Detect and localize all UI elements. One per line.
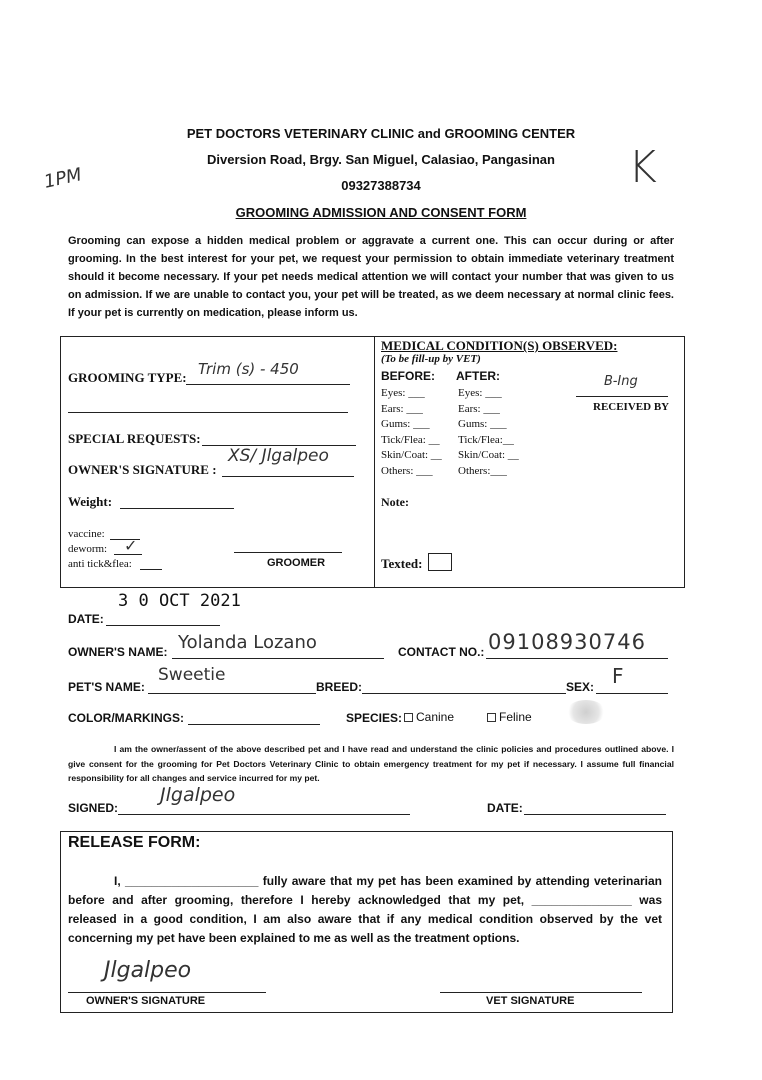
clinic-phone: 09327388734: [341, 178, 421, 193]
pet-name-value[interactable]: Sweetie: [158, 665, 226, 685]
color-label: COLOR/MARKINGS:: [68, 711, 184, 725]
groomer-label: GROOMER: [267, 557, 326, 569]
pet-name-line: [148, 693, 316, 694]
breed-line[interactable]: [362, 693, 566, 694]
vaccine-label: vaccine:: [68, 528, 105, 540]
clinic-address: Diversion Road, Brgy. San Miguel, Calasiao, Pangasinan: [207, 152, 555, 167]
received-by-label: RECEIVED BY: [593, 401, 670, 413]
feline-option[interactable]: [487, 710, 532, 724]
box-divider: [374, 337, 375, 587]
texted-checkbox[interactable]: [428, 553, 452, 571]
before-list: [381, 386, 442, 480]
canine-checkbox[interactable]: [404, 713, 413, 722]
color-line[interactable]: [188, 724, 320, 725]
anti-tick-label: anti tick&flea:: [68, 558, 132, 570]
owner-signature-label: OWNER'S SIGNATURE :: [68, 462, 217, 477]
clinic-name: PET DOCTORS VETERINARY CLINIC and GROOMING CENTER: [186, 126, 576, 141]
date-label: DATE:: [68, 612, 104, 626]
owner-name-line: [172, 658, 384, 659]
before-item[interactable]: Gums: ___: [381, 418, 430, 431]
contact-value[interactable]: 09108930746: [488, 630, 646, 654]
release-owner-signature-value[interactable]: Jlgalpeo: [104, 958, 192, 983]
deworm-label: deworm:: [68, 543, 108, 555]
species-label: SPECIES:: [346, 711, 403, 725]
consent-paragraph: I am the owner/assent of the above described pet and I have read and understand the clinic policies and procedures outlined above. I give consent for the grooming for Pet Doctors Veterinary Clinic to obtain emergency treatment for my pet if necessary. I assume full financial responsibility for all changes and service incurred for my pet.: [68, 744, 674, 783]
date-value[interactable]: 3 0 OCT 2021: [118, 591, 241, 611]
after-item[interactable]: Skin/Coat: __: [458, 449, 519, 462]
sex-value[interactable]: F: [612, 664, 624, 688]
anti-tick-line[interactable]: [140, 569, 162, 570]
grooming-type-value[interactable]: Trim (s) - 450: [198, 360, 299, 378]
sex-line: [596, 693, 668, 694]
signed-date-line[interactable]: [524, 814, 666, 815]
grooming-type-label: GROOMING TYPE:: [68, 370, 187, 385]
release-owner-signature-label: OWNER'S SIGNATURE: [86, 995, 206, 1007]
after-list: [458, 386, 519, 480]
vet-signature-line[interactable]: [440, 992, 642, 993]
before-item[interactable]: Ears: ___: [381, 402, 423, 415]
contact-label: CONTACT NO.:: [398, 645, 485, 659]
before-label: BEFORE:: [381, 369, 435, 383]
margin-note-right: K: [628, 142, 657, 193]
canine-option[interactable]: [404, 710, 454, 724]
owner-signature-value[interactable]: XS/ Jlgalpeo: [228, 446, 329, 466]
weight-line[interactable]: [120, 508, 234, 509]
release-owner-signature-line: [68, 992, 266, 993]
signed-value[interactable]: Jlgalpeo: [160, 784, 236, 806]
owner-name-label: OWNER'S NAME:: [68, 645, 168, 659]
vet-signature-label: VET SIGNATURE: [486, 995, 575, 1007]
after-item[interactable]: Gums: ___: [458, 418, 507, 431]
date-line: [106, 625, 220, 626]
after-item[interactable]: Tick/Flea:__: [458, 433, 514, 446]
contact-line: [486, 658, 668, 659]
note-label: Note:: [381, 495, 409, 509]
form-title: GROOMING ADMISSION AND CONSENT FORM: [235, 205, 527, 220]
owner-signature-line: [222, 476, 354, 477]
release-paragraph: I, ____________________ fully aware that my pet has been examined by attending veterinarian before and after grooming, therefore I hereby acknowledged that my pet, _______________ was released in a good condition, I am also aware that if any medical condition observed by the vet concerning my pet have been explained to me as well as the treatment options.: [68, 874, 662, 945]
weight-label: Weight:: [68, 494, 113, 509]
signed-date-label: DATE:: [487, 801, 523, 815]
signed-line: [118, 814, 410, 815]
after-label: AFTER:: [456, 369, 500, 383]
deworm-check-mark[interactable]: ✓: [124, 536, 138, 555]
before-item[interactable]: Eyes: ___: [381, 387, 425, 399]
special-requests-label: SPECIAL REQUESTS:: [68, 431, 201, 446]
owner-name-value[interactable]: Yolanda Lozano: [178, 632, 317, 653]
texted-label: Texted:: [381, 556, 423, 571]
received-by-value[interactable]: B-Ing: [604, 374, 638, 389]
intro-paragraph: Grooming can expose a hidden medical problem or aggravate a current one. This can occur during or after grooming. In the best interest for your pet, we request your permission to obtain immediate veterinary treatment should it become necessary. If your pet needs medical attention we will contact your number that was given to us on admission. If we are unable to contact you, your pet will be treated, as we deem necessary at normal clinic fees. If your pet is currently on medication, please inform us.: [68, 235, 674, 319]
medical-subtitle: (To be fill-up by VET): [381, 353, 481, 365]
sex-label: SEX:: [566, 680, 595, 694]
signed-label: SIGNED:: [68, 801, 119, 815]
before-item[interactable]: Skin/Coat: __: [381, 449, 442, 462]
grooming-type-line-2: [68, 412, 348, 413]
medical-title: MEDICAL CONDITION(S) OBSERVED:: [381, 338, 618, 353]
canine-label: Canine: [416, 710, 455, 724]
after-item[interactable]: Ears: ___: [458, 402, 500, 415]
grooming-type-line: [186, 384, 350, 385]
after-item[interactable]: Others:___: [458, 464, 507, 477]
after-item[interactable]: Eyes: ___: [458, 387, 502, 399]
before-item[interactable]: Others: ___: [381, 464, 433, 477]
groomer-line: [234, 552, 342, 553]
feline-label: Feline: [499, 710, 532, 724]
before-item[interactable]: Tick/Flea: __: [381, 433, 440, 446]
pet-name-label: PET'S NAME:: [68, 680, 145, 694]
release-title: RELEASE FORM:: [68, 834, 201, 851]
margin-note-left: 1PM: [42, 164, 84, 193]
feline-checkbox[interactable]: [487, 713, 496, 722]
received-by-line: [576, 396, 668, 397]
smudge: [566, 700, 606, 724]
breed-label: BREED:: [316, 680, 363, 694]
